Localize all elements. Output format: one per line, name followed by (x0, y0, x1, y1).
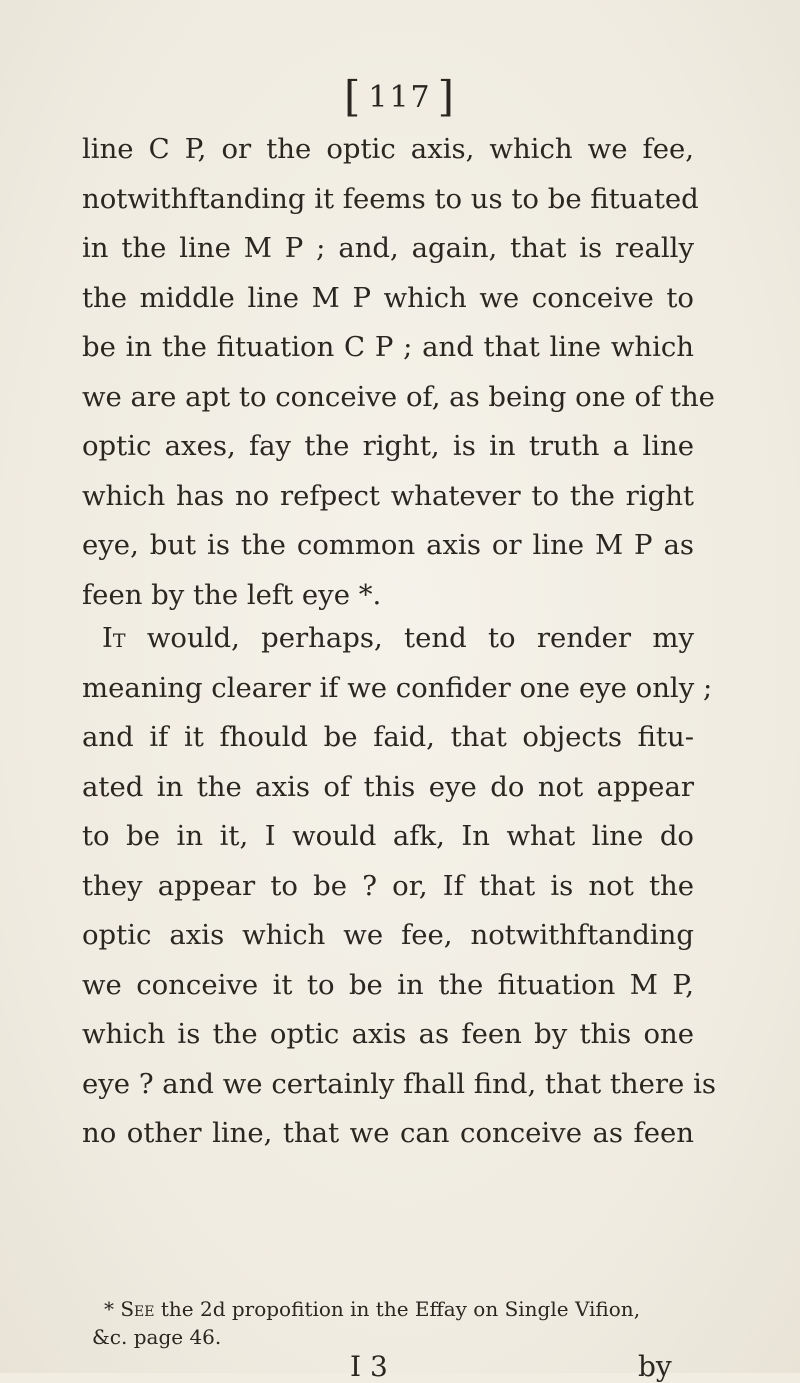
footnote-marker: * (104, 1297, 121, 1321)
footnote-text: the 2d propofition in the Effay on Single Vifion, (154, 1297, 641, 1321)
text-line: and if it fhould be faid, that objects fitu- (82, 721, 694, 753)
text-line: which is the optic axis as feen by this one (82, 1018, 694, 1050)
text-line: in the line M P ; and, again, that is really (82, 232, 694, 264)
catchword: by (638, 1350, 672, 1383)
text-line: optic axes, fay the right, is in truth a line (82, 430, 694, 462)
text-line: eye ? and we certainly fhall find, that there is (82, 1067, 716, 1100)
header-open-bracket: [ (343, 72, 363, 121)
text-line: notwithftanding it feems to us to be fituated (82, 182, 699, 215)
paragraph-2 (82, 614, 716, 1159)
footnote (92, 1295, 694, 1351)
text-line: be in the fituation C P ; and that line which (82, 331, 694, 363)
opening-word: It (102, 622, 126, 654)
text-line: which has no refpect whatever to the right (82, 479, 694, 512)
header-close-bracket: ] (437, 72, 457, 121)
text-line: optic axis which we fee, notwithftanding (82, 919, 694, 951)
page-number: 117 (368, 80, 432, 115)
text-line: line C P, or the optic axis, which we fee, (82, 133, 694, 165)
signature-mark: I 3 (350, 1350, 388, 1383)
text-line: we are apt to conceive of, as being one of the (82, 380, 715, 413)
text-line: no other line, that we can conceive as feen (82, 1117, 694, 1149)
footnote-line: &c. page 46. (92, 1325, 222, 1349)
text-line: ated in the axis of this eye do not appear (82, 770, 694, 803)
text-line: meaning clearer if we confider one eye only ; (82, 671, 713, 704)
text-line: to be in it, I would afk, In what line do (82, 820, 694, 852)
text-line: eye, but is the common axis or line M P as (82, 529, 694, 561)
text-line: they appear to be ? or, If that is not the (82, 869, 694, 902)
page-header (0, 72, 800, 121)
paragraph-1 (82, 125, 715, 620)
text-line: the middle line M P which we conceive to (82, 281, 694, 314)
footnote-see-word: See (120, 1297, 155, 1321)
paragraph-opening-line (82, 614, 694, 664)
text-line: feen by the left eye *. (82, 578, 382, 611)
text-line: we conceive it to be in the fituation M P, (82, 968, 694, 1001)
opening-line-rest: would, perhaps, tend to render my (125, 622, 694, 654)
footnote-line (92, 1295, 694, 1323)
